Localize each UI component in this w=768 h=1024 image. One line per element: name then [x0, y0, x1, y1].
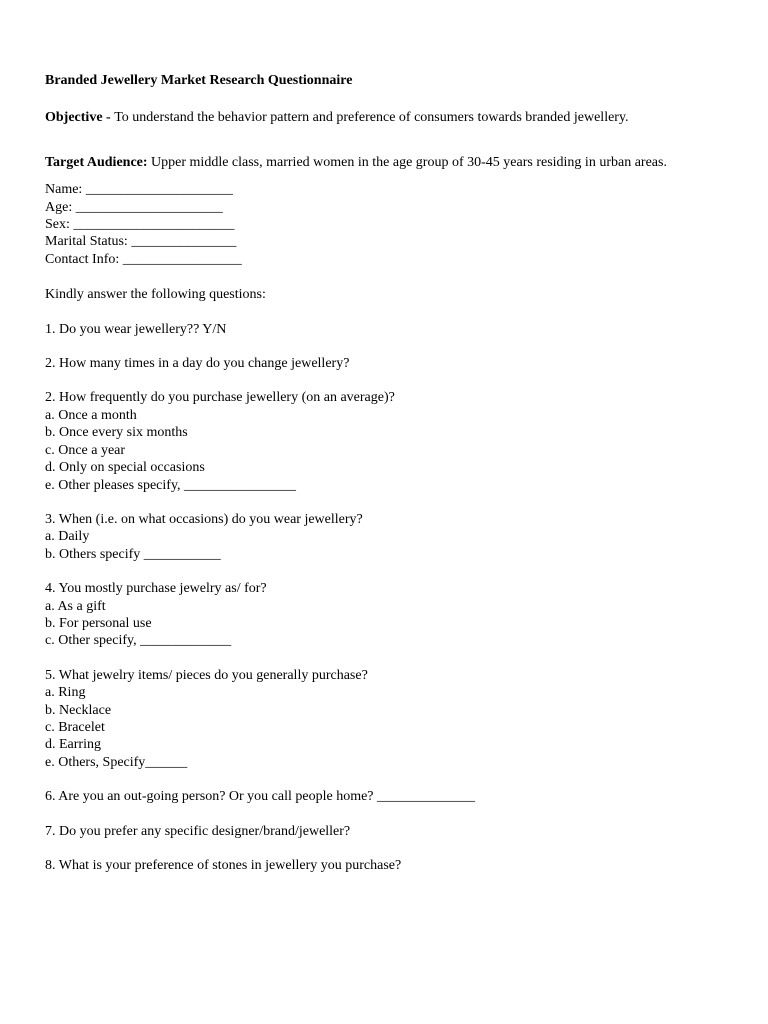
- answer-option: e. Others, Specify______: [45, 754, 188, 770]
- answer-option: b. Others specify ___________: [45, 546, 221, 562]
- answer-option: a. Ring: [45, 685, 86, 701]
- question-text: 2. How many times in a day do you change jewellery?: [45, 356, 350, 372]
- answer-option: d. Earring: [45, 737, 101, 753]
- target-audience-paragraph: [45, 154, 745, 171]
- answer-option: b. Once every six months: [45, 425, 188, 441]
- document-title: Branded Jewellery Market Research Questionnaire: [45, 73, 353, 88]
- document-page: [45, 72, 745, 891]
- question-text: 1. Do you wear jewellery?? Y/N: [45, 321, 227, 337]
- question-block: [45, 788, 745, 805]
- question-block: [45, 580, 745, 650]
- respondent-fields: [45, 181, 745, 268]
- question-block: [45, 321, 745, 338]
- question-list: [45, 321, 745, 875]
- question-text: 3. When (i.e. on what occasions) do you wear jewellery?: [45, 511, 363, 527]
- answer-option: c. Other specify, _____________: [45, 633, 232, 649]
- age-field: Age: _____________________: [45, 199, 223, 215]
- question-block: [45, 355, 745, 372]
- answer-option: b. Necklace: [45, 702, 112, 718]
- answer-option: a. As a gift: [45, 598, 106, 614]
- answer-option: a. Daily: [45, 529, 90, 545]
- contact-info-field: Contact Info: _________________: [45, 251, 242, 267]
- question-text: 5. What jewelry items/ pieces do you generally purchase?: [45, 667, 368, 683]
- target-audience-text: Upper middle class, married women in the age group of 30-45 years residing in urban areas.: [147, 154, 667, 170]
- name-field: Name: _____________________: [45, 182, 233, 198]
- question-block: [45, 389, 745, 493]
- instruction-text: Kindly answer the following questions:: [45, 287, 266, 303]
- objective-text: To understand the behavior pattern and preference of consumers towards branded jewellery.: [114, 110, 629, 126]
- question-block: [45, 511, 745, 563]
- answer-option: d. Only on special occasions: [45, 460, 205, 476]
- question-text: 7. Do you prefer any specific designer/brand/jeweller?: [45, 823, 351, 839]
- question-text: 6. Are you an out-going person? Or you call people home? ______________: [45, 789, 476, 805]
- question-text: 2. How frequently do you purchase jewellery (on an average)?: [45, 390, 395, 406]
- question-block: [45, 667, 745, 771]
- question-text: 8. What is your preference of stones in jewellery you purchase?: [45, 858, 402, 873]
- objective-label: Objective -: [45, 110, 115, 126]
- answer-option: a. Once a month: [45, 407, 137, 423]
- answer-option: b. For personal use: [45, 615, 152, 631]
- marital-status-field: Marital Status: _______________: [45, 234, 237, 250]
- answer-option: c. Bracelet: [45, 719, 105, 735]
- question-block: [45, 823, 745, 840]
- target-audience-label: Target Audience:: [45, 154, 148, 170]
- answer-option: c. Once a year: [45, 442, 126, 458]
- objective-paragraph: [45, 109, 745, 126]
- question-text: 4. You mostly purchase jewelry as/ for?: [45, 581, 267, 597]
- question-block: [45, 857, 745, 874]
- answer-option: e. Other pleases specify, ________________: [45, 477, 297, 493]
- sex-field: Sex: _______________________: [45, 217, 235, 233]
